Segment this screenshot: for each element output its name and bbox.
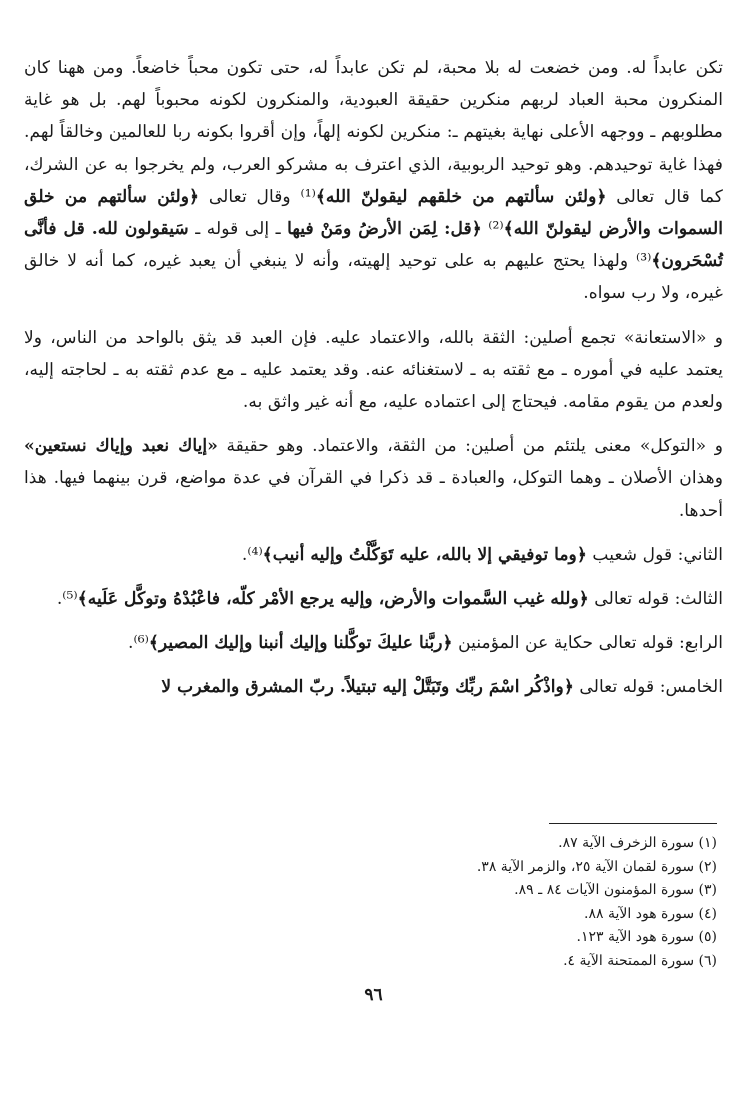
paragraph [24, 539, 723, 571]
quoted-verse: ﴿قل: لِمَن الأرضُ ومَنْ فيها [287, 219, 482, 240]
quoted-verse: ﴿ولله غيب السَّموات والأرض، وإليه يرجع الأمْر كلّه، فاعْبُدْهُ وتوكَّل عَلَيه﴾ [77, 589, 589, 610]
text-segment: ⁽⁶⁾. [128, 633, 149, 654]
quoted-verse: ﴿ولئن سألتهم من خلق السموات والأرض ليقولنّ الله﴾ [24, 186, 723, 240]
text-segment: و «الاستعانة» تجمع أصلين: الثقة بالله، والاعتماد عليه. فإن العبد قد يثق بالواحد من الناس، ولا يعتمد عليه في أموره ـ مع ثقته به ـ لاستغنائه عنه. وقد يعتمد عليه ـ مع عدم ثقته به ـ لحاجته إليه، ولعدم من يقوم مقامه. فيحتاج إلى اعتماده عليه، مع أنه غير واثق به. [24, 327, 723, 413]
quoted-verse: ﴿واذْكُر اسْمَ ربِّك وتَبَتَّلْ إليه تبتيلاً. ربّ المشرق والمغرب لا [161, 677, 574, 698]
text-segment: ⁽²⁾ [481, 219, 504, 240]
quoted-verse: ﴿وما توفيقي إلا بالله، عليه تَوَكَّلْتُ وإليه أنيب﴾ [262, 544, 587, 565]
text-segment: و «التوكل» معنى يلتئم من أصلين: من الثقة، والاعتماد. وهو حقيقة [217, 436, 724, 457]
footnote-divider [549, 823, 717, 824]
page-number: ٩٦ [364, 985, 383, 1005]
text-segment: تكن عابداً له. ومن خضعت له بلا محبة، لم تكن عابداً له، حتى تكون محباً خاضعاً. ومن ههنا كان المنكرون محبة العباد لربهم منكرين حقيقة العبودية، والمنكرون لكونه محبوباً لهم. بل هو غاية مطلوبهم ـ ووجهه الأعلى نهاية بغيتهم ـ: منكرين لكونه إلهاً، وإن أقروا بكونه ربا للعالمين وخالقاً لهم. فهذا غاية توحيدهم. وهو توحيد الربوبية، الذي اعترف به مشركو العرب، ولم يخرجوا به عن الشرك، كما قال تعالى [24, 58, 723, 207]
footnote: (٤) سورة هود الآية ٨٨. [584, 905, 717, 922]
text-segment: الخامس: قوله تعالى [573, 677, 723, 698]
footnote: (٢) سورة لقمان الآية ٢٥، والزمر الآية ٣٨. [476, 858, 717, 875]
footnote: (٥) سورة هود الآية ١٢٣. [576, 929, 717, 945]
text-segment: ⁽³⁾ ولهذا يحتج عليهم به على توحيد إلهيته، وأنه لا ينبغي أن يعبد غيره، كما أنه لا خالق غيره، ولا رب سواه. [24, 251, 723, 304]
footnote: (١) سورة الزخرف الآية ٨٧. [558, 835, 717, 851]
paragraph [24, 671, 723, 703]
quoted-verse: ﴿ولئن سألتهم من خلقهم ليقولنّ الله﴾ [315, 186, 607, 207]
body-text [24, 52, 723, 704]
paragraph [24, 430, 723, 527]
paragraph [24, 583, 723, 615]
paragraph [24, 52, 723, 310]
text-segment: الثالث: قوله تعالى [588, 589, 723, 610]
text-segment: الرابع: قوله تعالى حكاية عن المؤمنين [452, 633, 723, 654]
footnote: (٦) سورة الممتحنة الآية ٤. [563, 952, 717, 969]
text-segment: ⁽⁴⁾. [241, 544, 263, 565]
paragraph [24, 322, 723, 419]
text-segment: ⁽¹⁾ وقال تعالى [199, 186, 316, 207]
footnotes-list [24, 832, 717, 973]
text-segment: ⁽⁵⁾. [56, 589, 78, 610]
quoted-verse: سَيقولون لله. قل فأنَّى تُسْحَرون﴾ [24, 219, 723, 272]
quoted-verse: ﴿ربَّنا عليكَ توكَّلنا وإليك أنبنا وإليك المصير﴾ [148, 633, 453, 654]
text-segment: وهذان الأصلان ـ وهما التوكل، والعبادة ـ قد ذكرا في القرآن في عدة مواضع، قرن بينهما فيها. هذا أحدها. [24, 468, 723, 521]
paragraph [24, 627, 723, 659]
text-segment: ـ إلى قوله ـ [188, 219, 288, 240]
text-segment: الثاني: قول شعيب [586, 544, 723, 565]
quoted-verse: «إياك نعبد وإياك نستعين» [24, 436, 218, 457]
footnote: (٣) سورة المؤمنون الآيات ٨٤ ـ ٨٩. [514, 882, 717, 898]
